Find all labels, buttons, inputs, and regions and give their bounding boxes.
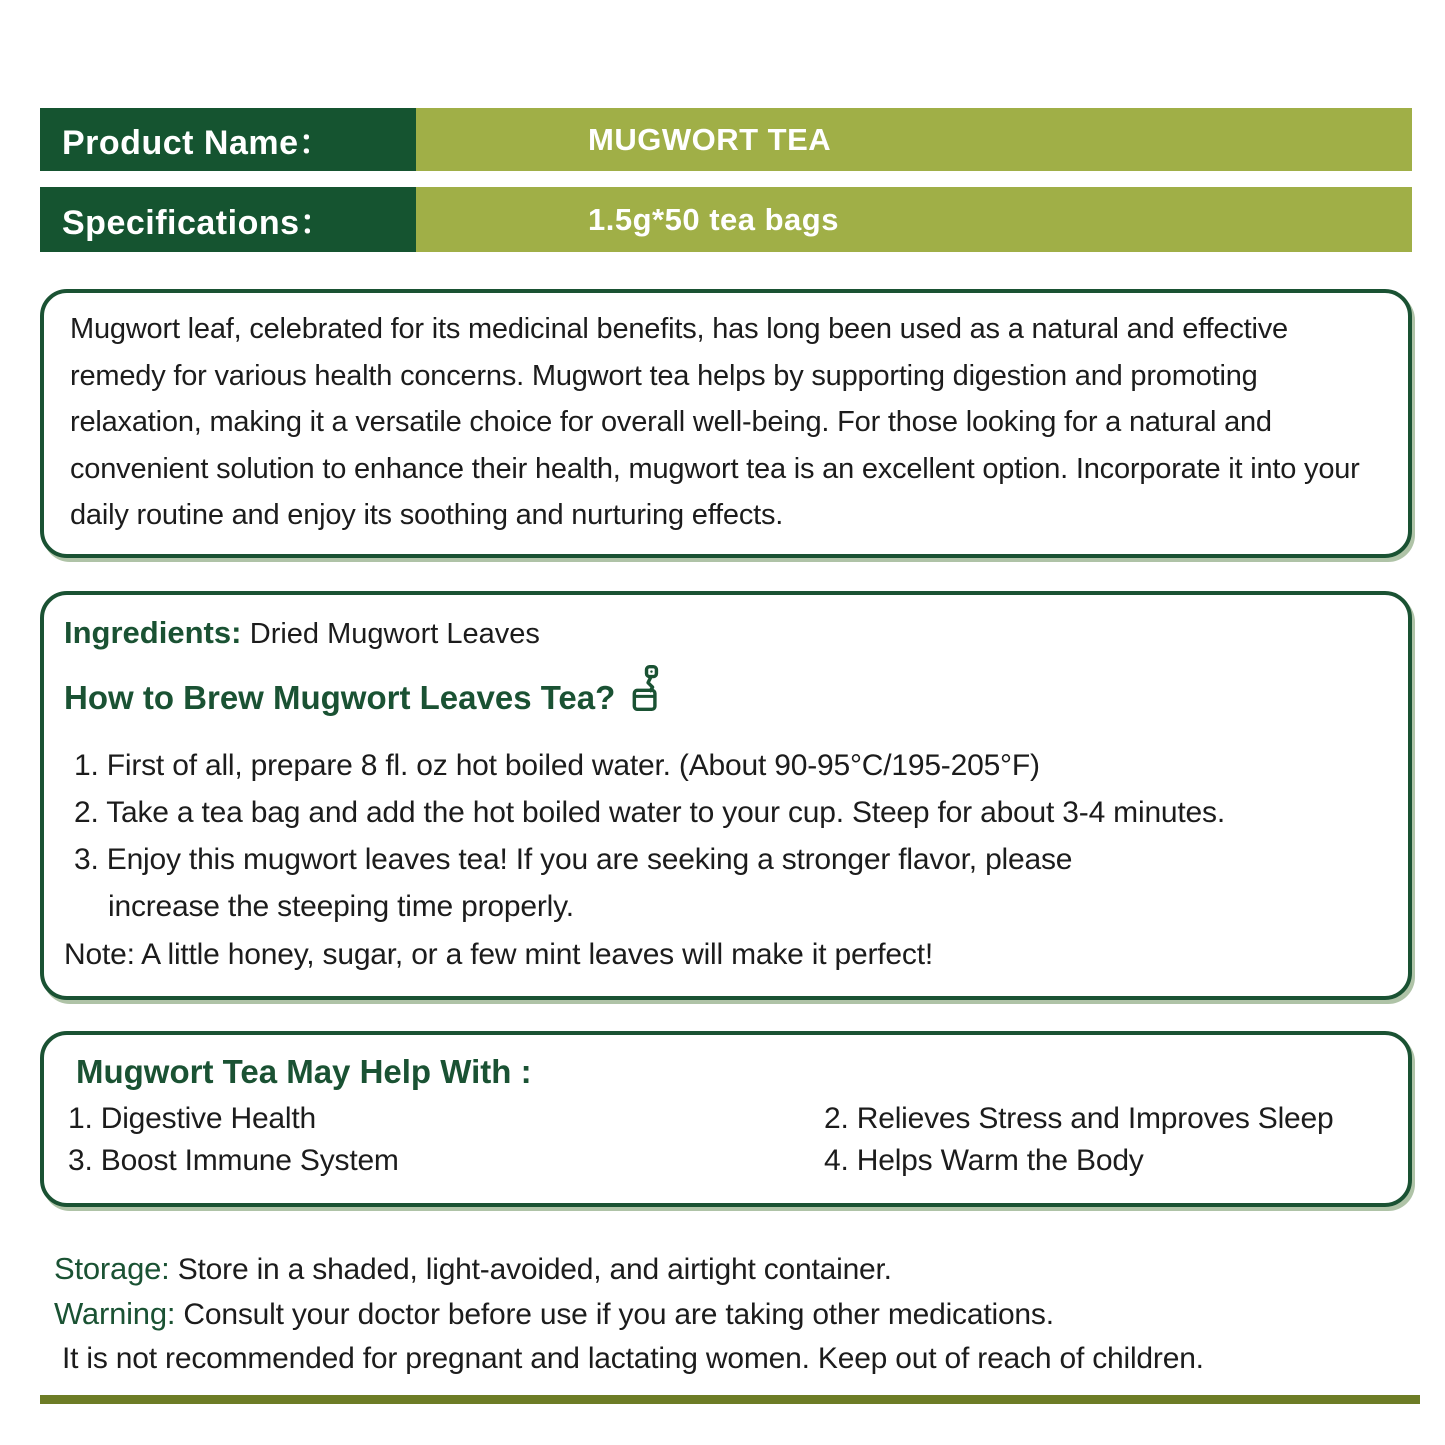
benefit-item-4: 4. Helps Warm the Body [824, 1143, 1144, 1177]
label-content [40, 108, 1412, 1404]
brew-step-2: 2. Take a tea bag and add the hot boiled water to your cup. Steep for about 3-4 minutes. [74, 795, 1225, 829]
benefits-box [40, 1031, 1412, 1207]
specifications-value: 1.5g*50 tea bags [416, 187, 1412, 252]
warning-text: Consult your doctor before use if you are taking other medications. [175, 1297, 1054, 1331]
warning-line-2: It is not recommended for pregnant and lactating women. Keep out of reach of children. [62, 1341, 1204, 1375]
specifications-row [40, 187, 1412, 252]
storage-line [54, 1247, 1412, 1292]
storage-warning-block [40, 1247, 1412, 1381]
ingredients-line [64, 607, 1384, 660]
product-name-value: MUGWORT TEA [416, 108, 1412, 171]
warning-label: Warning: [54, 1295, 176, 1331]
product-name-label: Product Name： [40, 108, 416, 171]
brew-note: Note: A little honey, sugar, or a few mint leaves will make it perfect! [64, 937, 933, 971]
teabag-icon [629, 664, 661, 736]
ingredients-label: Ingredients: [64, 614, 242, 650]
specifications-label: Specifications： [40, 187, 416, 252]
brew-step-3-continuation: increase the steeping time properly. [108, 889, 574, 923]
warning-line [54, 1292, 1412, 1337]
benefit-item-3: 3. Boost Immune System [68, 1143, 399, 1177]
brew-title-line [64, 660, 1384, 736]
brew-step-1: 1. First of all, prepare 8 fl. oz hot boiled water. (About 90-95°C/195-205°F) [74, 748, 1040, 782]
bottom-divider-bar [40, 1395, 1420, 1404]
description-text: Mugwort leaf, celebrated for its medicinal benefits, has long been used as a natural and effective remedy for various health concerns. Mugwort tea helps by supporting digestion and promoting relaxation, making it a versatile choice for overall well-being. For those looking for a natural and convenient solution to enhance their health, mugwort tea is an excellent option. Incorporate it into your daily routine and enjoy its soothing and nurturing effects. [70, 313, 1360, 531]
storage-text: Store in a shaded, light-avoided, and airtight container. [169, 1252, 892, 1286]
benefits-title: Mugwort Tea May Help With : [76, 1052, 532, 1090]
benefits-grid [64, 1099, 1388, 1181]
product-name-row [40, 108, 1412, 171]
brew-step-3: 3. Enjoy this mugwort leaves tea! If you are seeking a stronger flavor, please [74, 842, 1073, 876]
brew-title: How to Brew Mugwort Leaves Tea? [64, 678, 616, 716]
benefit-item-1: 1. Digestive Health [68, 1101, 316, 1135]
ingredients-box [40, 591, 1412, 1000]
ingredients-value: Dried Mugwort Leaves [249, 617, 540, 650]
brew-steps [64, 742, 1384, 930]
storage-label: Storage: [54, 1250, 170, 1286]
description-box [40, 289, 1412, 558]
benefit-item-2: 2. Relieves Stress and Improves Sleep [824, 1101, 1334, 1135]
